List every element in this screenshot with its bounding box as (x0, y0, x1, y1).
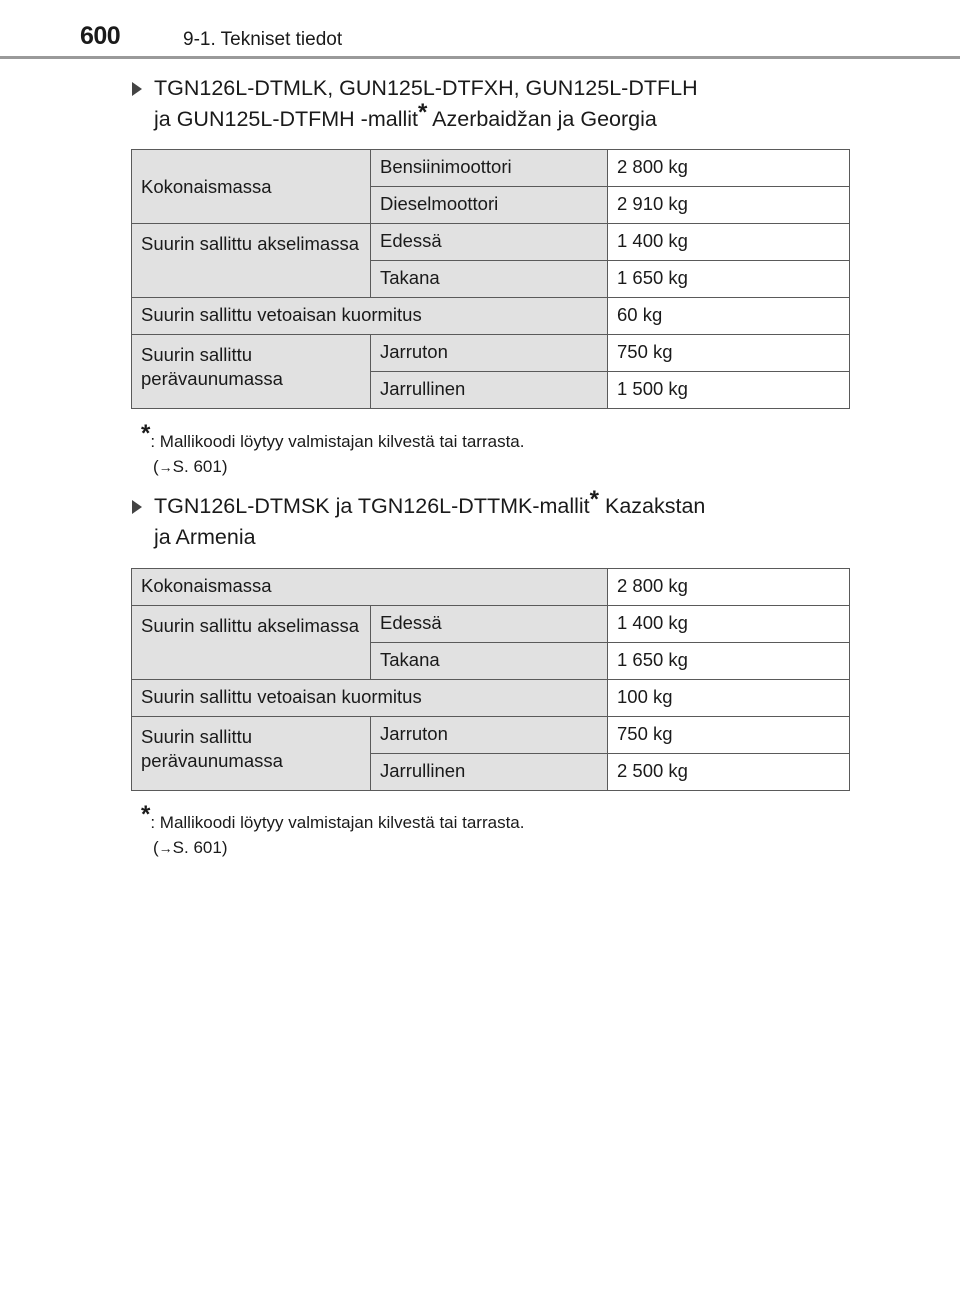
rear-label: Takana (371, 643, 608, 680)
spec-table-1 (131, 149, 850, 409)
table-row (132, 224, 850, 261)
petrol-engine-value: 2 800 kg (608, 150, 850, 187)
gross-mass-label: Kokonaismassa (132, 150, 371, 224)
table-row (132, 150, 850, 187)
drawbar-load-label: Suurin sallittu vetoaisan kuormitus (132, 298, 608, 335)
table-row (132, 606, 850, 643)
asterisk-mark: * (141, 420, 151, 447)
table-row (132, 335, 850, 372)
arrow-right-icon: → (158, 840, 173, 856)
trailer-mass-label: Suurin sallittu perävaunumassa (132, 335, 371, 409)
braked-value: 2 500 kg (608, 754, 850, 791)
footnote-2: *: Mallikoodi löytyy valmistajan kilvestä tai tarrasta. (→S. 601) (141, 801, 525, 857)
page-reference-link[interactable]: S. 601) (172, 838, 228, 857)
heading-line: ja Armenia (154, 525, 256, 549)
rear-value: 1 650 kg (608, 643, 850, 680)
triangle-bullet-icon (132, 500, 142, 514)
front-label: Edessä (371, 224, 608, 261)
heading-line: TGN126L-DTMSK ja TGN126L-DTTMK-mallit* Kazakstan (154, 486, 706, 518)
page-number: 600 (80, 22, 121, 50)
table-row (132, 569, 850, 606)
model-heading-1 (132, 73, 814, 135)
page-header (0, 0, 960, 58)
asterisk-mark: * (418, 99, 428, 126)
section-title: 9-1. Tekniset tiedot (183, 29, 343, 50)
table-row (132, 298, 850, 335)
triangle-bullet-icon (132, 82, 142, 96)
footnote-1: *: Mallikoodi löytyy valmistajan kilvestä tai tarrasta. (→S. 601) (141, 420, 525, 476)
axle-mass-label: Suurin sallittu akselimassa (132, 606, 371, 680)
rear-value: 1 650 kg (608, 261, 850, 298)
header-rule (0, 56, 960, 59)
front-label: Edessä (371, 606, 608, 643)
unbraked-value: 750 kg (608, 335, 850, 372)
drawbar-load-value: 100 kg (608, 680, 850, 717)
braked-label: Jarrullinen (371, 754, 608, 791)
asterisk-mark: * (141, 801, 151, 828)
braked-label: Jarrullinen (371, 372, 608, 409)
diesel-engine-value: 2 910 kg (608, 187, 850, 224)
table-row (132, 680, 850, 717)
gross-mass-value: 2 800 kg (608, 569, 850, 606)
braked-value: 1 500 kg (608, 372, 850, 409)
drawbar-load-label: Suurin sallittu vetoaisan kuormitus (132, 680, 608, 717)
gross-mass-label: Kokonaismassa (132, 569, 608, 606)
unbraked-label: Jarruton (371, 335, 608, 372)
page-reference-link[interactable]: S. 601) (172, 457, 228, 476)
axle-mass-label: Suurin sallittu akselimassa (132, 224, 371, 298)
diesel-engine-label: Dieselmoottori (371, 187, 608, 224)
front-value: 1 400 kg (608, 606, 850, 643)
arrow-right-icon: → (158, 459, 173, 475)
model-heading-2 (132, 486, 814, 553)
unbraked-value: 750 kg (608, 717, 850, 754)
drawbar-load-value: 60 kg (608, 298, 850, 335)
table-row (132, 717, 850, 754)
unbraked-label: Jarruton (371, 717, 608, 754)
heading-line: TGN126L-DTMLK, GUN125L-DTFXH, GUN125L-DTFLH (154, 76, 698, 100)
front-value: 1 400 kg (608, 224, 850, 261)
petrol-engine-label: Bensiinimoottori (371, 150, 608, 187)
spec-table-2 (131, 568, 850, 791)
trailer-mass-label: Suurin sallittu perävaunumassa (132, 717, 371, 791)
rear-label: Takana (371, 261, 608, 298)
asterisk-mark: * (589, 486, 600, 513)
heading-line: ja GUN125L-DTFMH -mallit* Azerbaidžan ja Georgia (154, 99, 657, 131)
